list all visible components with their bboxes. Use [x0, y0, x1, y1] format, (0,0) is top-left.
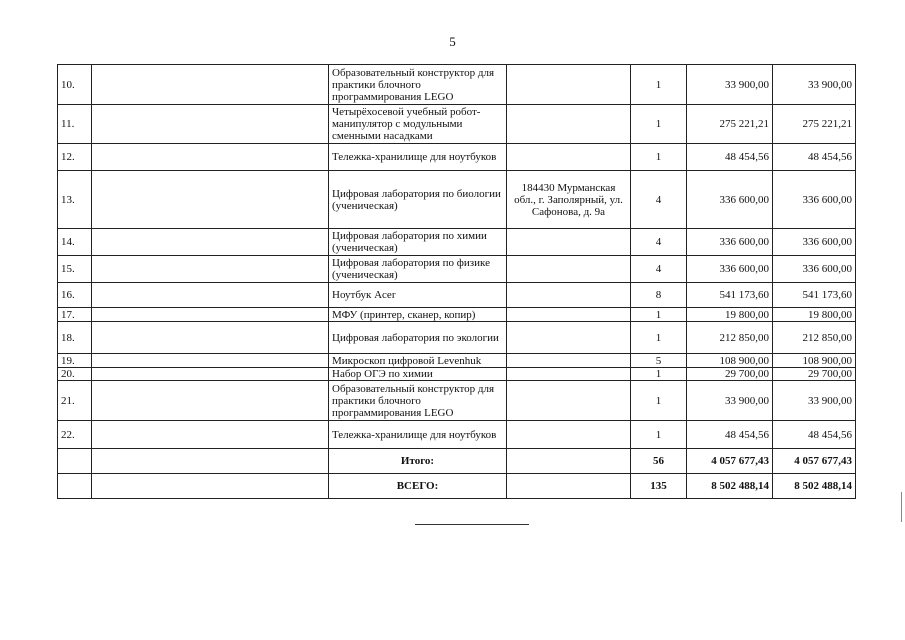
empty-cell [92, 354, 329, 368]
item-quantity: 1 [631, 144, 687, 171]
address-cell [507, 381, 631, 421]
address-cell [507, 322, 631, 354]
table-row [58, 368, 856, 381]
item-price: 275 221,21 [687, 105, 773, 144]
address-cell [507, 283, 631, 308]
item-quantity: 4 [631, 256, 687, 283]
address-cell [507, 144, 631, 171]
row-number: 14. [58, 229, 92, 256]
item-sum: 336 600,00 [773, 256, 856, 283]
item-quantity: 1 [631, 65, 687, 105]
item-price: 212 850,00 [687, 322, 773, 354]
table-row [58, 105, 856, 144]
item-price: 541 173,60 [687, 283, 773, 308]
item-name: Набор ОГЭ по химии [329, 368, 507, 381]
row-number: 13. [58, 171, 92, 229]
item-name: Цифровая лаборатория по химии (ученическая) [329, 229, 507, 256]
address-cell [507, 421, 631, 449]
page-number: 5 [449, 34, 456, 49]
row-number: 20. [58, 368, 92, 381]
item-name: Образовательный конструктор для практики блочного программирования LEGO [329, 381, 507, 421]
empty-cell [92, 256, 329, 283]
item-sum: 108 900,00 [773, 354, 856, 368]
empty-cell [92, 474, 329, 499]
item-price: 108 900,00 [687, 354, 773, 368]
total-quantity: 135 [631, 474, 687, 499]
row-number: 22. [58, 421, 92, 449]
item-sum: 275 221,21 [773, 105, 856, 144]
item-name: Цифровая лаборатория по физике (ученическая) [329, 256, 507, 283]
item-quantity: 4 [631, 229, 687, 256]
item-name: Тележка-хранилище для ноутбуков [329, 144, 507, 171]
table-row [58, 229, 856, 256]
item-quantity: 1 [631, 308, 687, 322]
address-cell [507, 354, 631, 368]
empty-cell [92, 283, 329, 308]
empty-cell [58, 449, 92, 474]
item-sum: 541 173,60 [773, 283, 856, 308]
item-sum: 33 900,00 [773, 65, 856, 105]
footer-divider [415, 524, 529, 525]
item-price: 336 600,00 [687, 256, 773, 283]
item-sum: 48 454,56 [773, 144, 856, 171]
item-price: 48 454,56 [687, 421, 773, 449]
row-number: 19. [58, 354, 92, 368]
item-quantity: 4 [631, 171, 687, 229]
row-number: 16. [58, 283, 92, 308]
item-price: 336 600,00 [687, 229, 773, 256]
table-row [58, 256, 856, 283]
item-name: Микроскоп цифровой Levenhuk [329, 354, 507, 368]
empty-cell [92, 144, 329, 171]
item-quantity: 1 [631, 105, 687, 144]
total-sum: 8 502 488,14 [773, 474, 856, 499]
item-sum: 336 600,00 [773, 171, 856, 229]
total-row [58, 474, 856, 499]
address-cell [507, 229, 631, 256]
table-row [58, 381, 856, 421]
total-price: 8 502 488,14 [687, 474, 773, 499]
empty-cell [92, 171, 329, 229]
item-price: 48 454,56 [687, 144, 773, 171]
scan-artifact [901, 492, 902, 522]
row-number: 11. [58, 105, 92, 144]
address-cell [507, 368, 631, 381]
subtotal-sum: 4 057 677,43 [773, 449, 856, 474]
row-number: 18. [58, 322, 92, 354]
item-quantity: 1 [631, 421, 687, 449]
item-sum: 212 850,00 [773, 322, 856, 354]
item-name: МФУ (принтер, сканер, копир) [329, 308, 507, 322]
address-cell [507, 308, 631, 322]
row-number: 10. [58, 65, 92, 105]
empty-cell [92, 421, 329, 449]
empty-cell [58, 474, 92, 499]
item-name: Цифровая лаборатория по биологии (ученическая) [329, 171, 507, 229]
empty-cell [507, 449, 631, 474]
item-price: 336 600,00 [687, 171, 773, 229]
table-row [58, 308, 856, 322]
table-row [58, 354, 856, 368]
row-number: 15. [58, 256, 92, 283]
empty-cell [507, 474, 631, 499]
empty-cell [92, 322, 329, 354]
table-row [58, 144, 856, 171]
table-row [58, 421, 856, 449]
row-number: 21. [58, 381, 92, 421]
item-name: Ноутбук Acer [329, 283, 507, 308]
item-price: 33 900,00 [687, 65, 773, 105]
table-row [58, 171, 856, 229]
item-sum: 19 800,00 [773, 308, 856, 322]
item-quantity: 1 [631, 368, 687, 381]
table-row [58, 322, 856, 354]
empty-cell [92, 368, 329, 381]
item-name: Образовательный конструктор для практики блочного программирования LEGO [329, 65, 507, 105]
row-number: 17. [58, 308, 92, 322]
empty-cell [92, 381, 329, 421]
item-quantity: 1 [631, 381, 687, 421]
subtotal-label: Итого: [329, 449, 507, 474]
table-row [58, 65, 856, 105]
address-cell [507, 105, 631, 144]
item-name: Тележка-хранилище для ноутбуков [329, 421, 507, 449]
empty-cell [92, 105, 329, 144]
empty-cell [92, 449, 329, 474]
item-name: Четырёхосевой учебный робот-манипулятор с модульными сменными насадками [329, 105, 507, 144]
empty-cell [92, 229, 329, 256]
item-price: 19 800,00 [687, 308, 773, 322]
subtotal-quantity: 56 [631, 449, 687, 474]
address-cell [507, 65, 631, 105]
item-sum: 48 454,56 [773, 421, 856, 449]
delivery-address: 184430 Мурманская обл., г. Заполярный, ул. Сафонова, д. 9а [507, 171, 631, 229]
item-name: Цифровая лаборатория по экологии [329, 322, 507, 354]
total-label: ВСЕГО: [329, 474, 507, 499]
subtotal-price: 4 057 677,43 [687, 449, 773, 474]
table-row [58, 283, 856, 308]
address-cell [507, 256, 631, 283]
item-quantity: 8 [631, 283, 687, 308]
item-quantity: 1 [631, 322, 687, 354]
equipment-table [57, 64, 856, 499]
empty-cell [92, 65, 329, 105]
subtotal-row [58, 449, 856, 474]
item-sum: 29 700,00 [773, 368, 856, 381]
item-price: 29 700,00 [687, 368, 773, 381]
item-sum: 336 600,00 [773, 229, 856, 256]
empty-cell [92, 308, 329, 322]
row-number: 12. [58, 144, 92, 171]
item-quantity: 5 [631, 354, 687, 368]
item-sum: 33 900,00 [773, 381, 856, 421]
item-price: 33 900,00 [687, 381, 773, 421]
